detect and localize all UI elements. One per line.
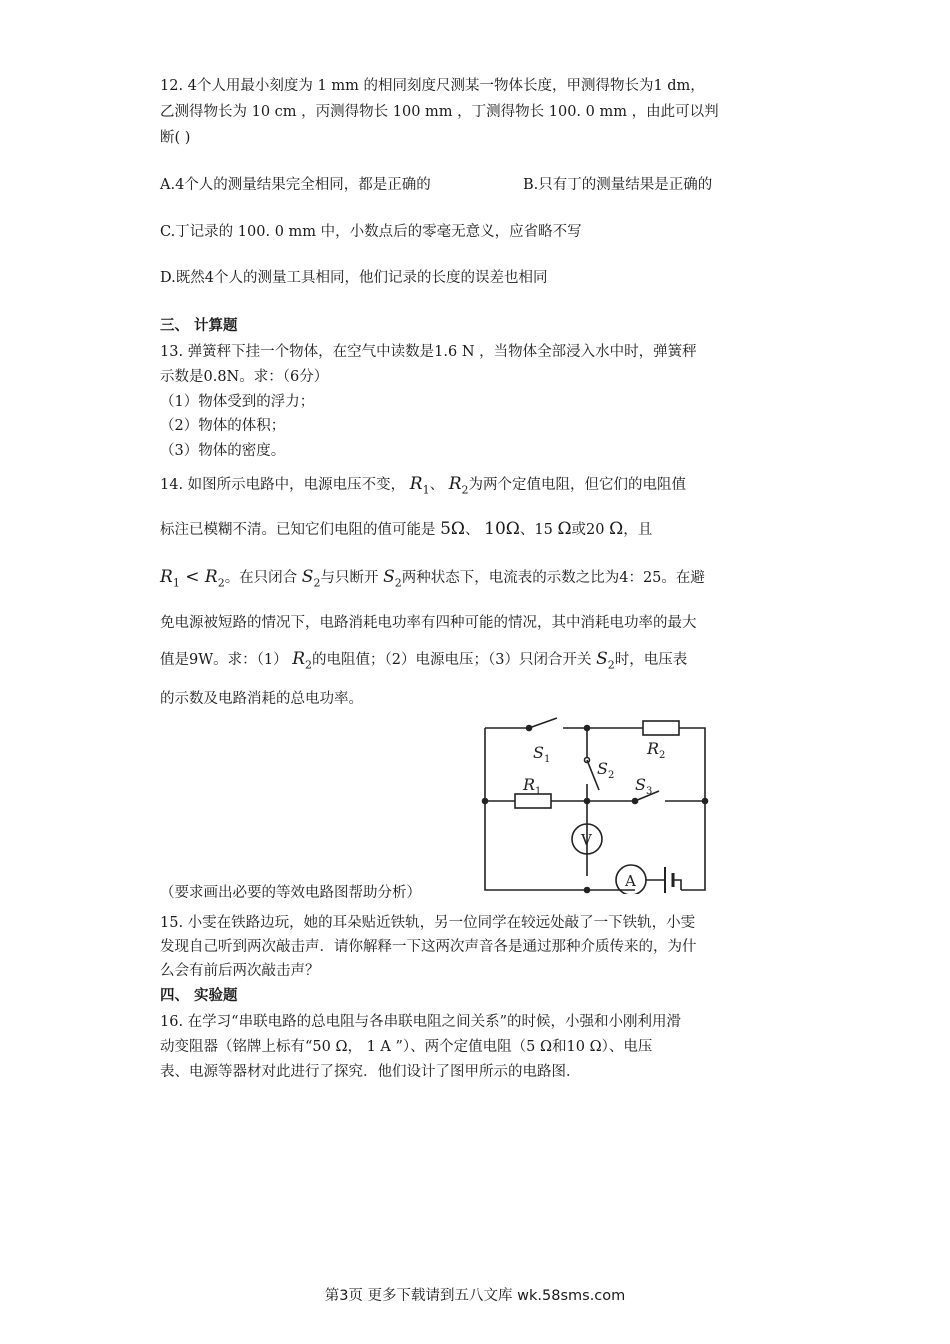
q12-option-c: C.丁记录的 100. 0 mm 中，小数点后的零毫无意义，应省略不写 bbox=[160, 224, 582, 240]
circuit-wire-right bbox=[679, 728, 705, 890]
q16-line-3: 表、电源等器材对此进行了探究．他们设计了图甲所示的电路图． bbox=[160, 1064, 581, 1080]
q14-line-3: $R_1 < R_2$。在只闭合 $S_2$与只断开 $S_2$两种状态下，电流表的示数之比为4：25。在避 bbox=[160, 567, 705, 590]
q12-line-3: 断( ) bbox=[160, 130, 191, 146]
ohm-symbol: Ω bbox=[609, 519, 624, 539]
label-r2: $R_2$ bbox=[647, 739, 666, 761]
q13-sub-3: （3）物体的密度。 bbox=[160, 443, 286, 459]
s2-symbol: $S_2$ bbox=[596, 649, 615, 672]
q16-line-1: 16. 在学习“串联电路的总电阻与各串联电阻之间关系”的时候，小强和小刚利用滑 bbox=[160, 1014, 681, 1030]
section-3-heading: 三、 计算题 bbox=[160, 318, 238, 334]
page-footer: 第3页 更多下载请到五八文库 wk.58sms.com bbox=[324, 1288, 626, 1304]
q13-line-1: 13. 弹簧秤下挂一个物体，在空气中读数是1.6 N ，当物体全部浸入水中时，弹簧秤 bbox=[160, 344, 697, 360]
q15-line-3: 么会有前后两次敲击声？ bbox=[160, 963, 320, 979]
value-10-ohm: 10Ω bbox=[484, 519, 520, 539]
q13-line-2: 示数是0.8N。求：（6分） bbox=[160, 369, 329, 385]
label-ammeter: A bbox=[625, 872, 636, 890]
r2-symbol: $R_2$ bbox=[292, 649, 313, 672]
s2-symbol: $S_2$ bbox=[301, 567, 321, 590]
r2-symbol: $R_2$ bbox=[448, 474, 469, 497]
r1-symbol: $R_1$ bbox=[409, 474, 430, 497]
q14-line-1: 14. 如图所示电路中，电源电压不变， $R_1$、 $R_2$为两个定值电阻，但它们的电阻值 bbox=[160, 474, 687, 497]
q12-line-2: 乙测得物长为 10 cm ，丙测得物长 100 mm ，丁测得物长 100. 0 mm ，由此可以判 bbox=[160, 104, 719, 120]
q12-option-a: A.4个人的测量结果完全相同，都是正确的 bbox=[160, 177, 431, 193]
circuit-wire-left bbox=[485, 728, 635, 890]
section-4-heading: 四、 实验题 bbox=[160, 988, 238, 1004]
q14-line-6: 的示数及电路消耗的总电功率。 bbox=[160, 691, 363, 707]
q15-line-2: 发现自己听到两次敲击声．请你解释一下这两次声音各是通过那种介质传来的，为什 bbox=[160, 939, 697, 955]
label-s1: $S_1$ bbox=[533, 743, 551, 765]
resistor-r2 bbox=[643, 721, 679, 735]
label-s2: $S_2$ bbox=[597, 759, 615, 781]
r1-less-than-r2: $R_1 < R_2$ bbox=[160, 567, 225, 590]
q14-note: （要求画出必要的等效电路图帮助分析） bbox=[160, 885, 421, 901]
label-s3: $S_3$ bbox=[635, 775, 653, 797]
label-voltmeter: V bbox=[581, 831, 592, 849]
q15-line-1: 15. 小雯在铁路边玩，她的耳朵贴近铁轨，另一位同学在较远处敲了一下铁轨，小雯 bbox=[160, 915, 696, 931]
resistor-r1 bbox=[515, 794, 551, 808]
q12-option-b: B.只有丁的测量结果是正确的 bbox=[523, 177, 713, 193]
q14-line-4: 免电源被短路的情况下，电路消耗电功率有四种可能的情况，其中消耗电功率的最大 bbox=[160, 615, 697, 631]
label-r1: $R_1$ bbox=[523, 775, 542, 797]
q13-sub-1: （1）物体受到的浮力； bbox=[160, 394, 315, 410]
value-5-ohm: 5Ω bbox=[440, 519, 466, 539]
switch-s1-blade bbox=[529, 718, 557, 728]
q12-option-d: D.既然4个人的测量工具相同，他们记录的长度的误差也相同 bbox=[160, 270, 548, 286]
q12-line-1: 12. 4个人用最小刻度为 1 mm 的相同刻度尺测某一物体长度，甲测得物长为1 dm， bbox=[160, 78, 705, 94]
ohm-symbol: Ω bbox=[557, 519, 572, 539]
q16-line-2: 动变阻器（铭牌上标有“50 Ω， 1 A ”）、两个定值电阻（5 Ω和10 Ω）、电压 bbox=[160, 1039, 653, 1055]
q14-line-5: 值是9W。求：（1） $R_2$的电阻值；（2）电源电压；（3）只闭合开关 $S_2$时，电压表 bbox=[160, 649, 688, 672]
q14-line-2: 标注已模糊不清。已知它们电阻的值可能是 5Ω、 10Ω、15 Ω或20 Ω，且 bbox=[160, 519, 653, 539]
s2-symbol: $S_2$ bbox=[383, 567, 402, 590]
circuit-diagram bbox=[475, 712, 715, 894]
q13-sub-2: （2）物体的体积； bbox=[160, 418, 286, 434]
